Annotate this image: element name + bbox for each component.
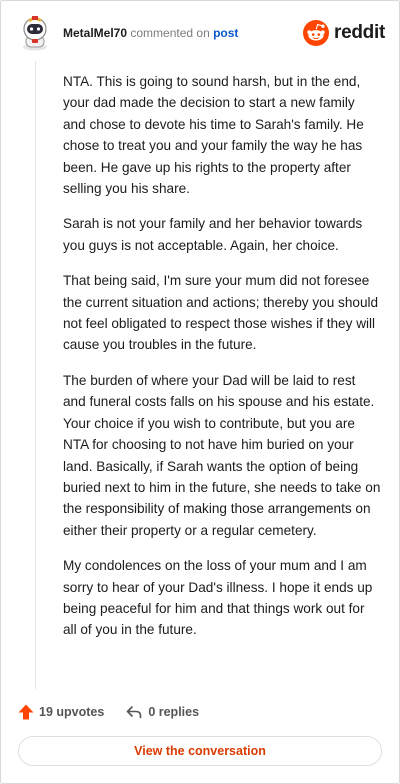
reply-arrow-icon bbox=[126, 705, 142, 719]
replies-button[interactable] bbox=[126, 705, 199, 719]
upvote-count: 19 upvotes bbox=[39, 705, 105, 719]
post-link[interactable]: post bbox=[213, 26, 239, 40]
comment-actions bbox=[17, 701, 199, 723]
view-conversation-button[interactable]: View the conversation bbox=[18, 736, 382, 766]
user-avatar[interactable] bbox=[19, 15, 51, 51]
comment-paragraph: NTA. This is going to sound harsh, but in the end, your dad made the decision to start a new family and chose to devote his time to Sarah's family. He chose to treat you and your family the way he has been. He gave up his rights to the property after selling you his share. bbox=[63, 74, 364, 197]
comment-paragraph: That being said, I'm sure your mum did not foresee the current situation and actions; thereby you should not feel obligated to respect those wishes if they will cause you troubles in the future. bbox=[63, 273, 379, 353]
comment-paragraph: The burden of where your Dad will be laid to rest and funeral costs falls on his spouse and his estate. Your choice if you wish to contribute, but you are NTA for choosing to not have him buried on your land. Basically, if Sarah wants the option of being buried next to him in the future, she needs to take on the responsibility of making those arrangements on either their property or a regular cemetery. bbox=[63, 372, 381, 538]
comment-paragraph: Sarah is not your family and her behavior towards you guys is not acceptable. Again, her choice. bbox=[63, 216, 363, 253]
comment-attribution bbox=[63, 26, 238, 40]
comment-paragraph: My condolences on the loss of your mum and I am sorry to hear of your Dad's illness. I hope it ends up being peaceful for him and that things work out for all of you in the future. bbox=[63, 558, 373, 638]
upvote-arrow-icon bbox=[17, 703, 35, 721]
thread-line bbox=[35, 61, 36, 689]
reddit-snoo-icon bbox=[303, 20, 329, 46]
commented-on-text: commented on bbox=[127, 26, 214, 40]
username-link[interactable]: MetalMel70 bbox=[63, 26, 128, 40]
upvote-button[interactable] bbox=[17, 703, 104, 721]
reply-count: 0 replies bbox=[148, 705, 200, 719]
reddit-wordmark: reddit bbox=[334, 22, 385, 43]
comment-body bbox=[63, 71, 381, 655]
comment-header bbox=[19, 15, 385, 53]
reddit-logo[interactable] bbox=[303, 20, 385, 46]
astronaut-avatar-icon bbox=[19, 15, 51, 51]
